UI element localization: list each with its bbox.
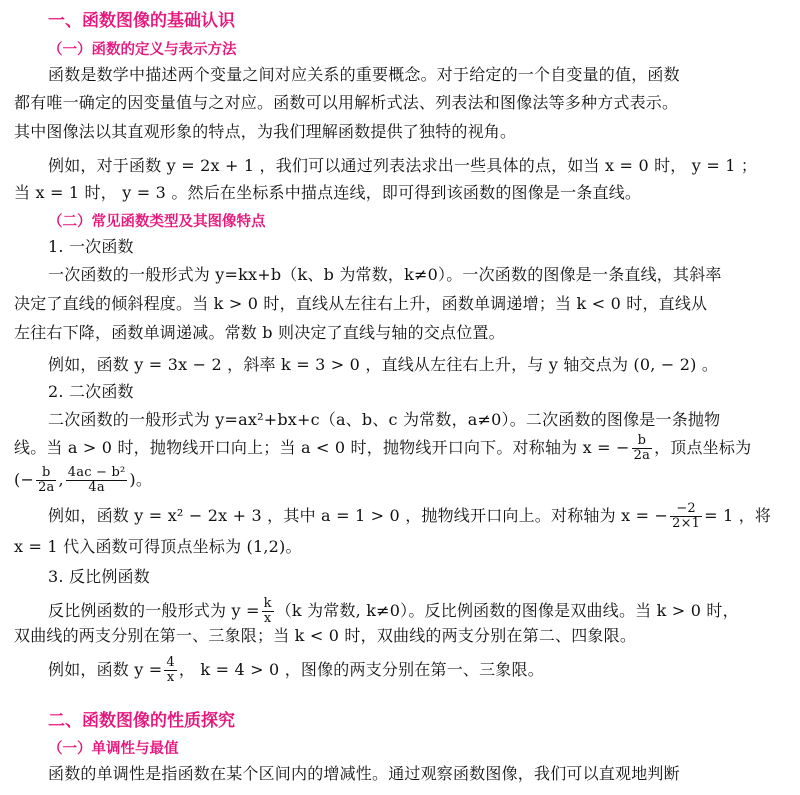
fraction-denominator: x xyxy=(166,670,175,685)
subsection-2-1-title: （一）单调性与最值 xyxy=(48,741,179,757)
paragraph-line: 一次函数的一般形式为 y=kx+b（k、b 为常数，k≠0）。一次函数的图像是一条直线，其斜率 xyxy=(48,265,722,284)
fraction-denominator: 2a xyxy=(633,448,651,463)
paragraph-line: 函数是数学中描述两个变量之间对应关系的重要概念。对于给定的一个自变量的值，函数 xyxy=(48,65,680,84)
inverse-example xyxy=(48,656,788,685)
paragraph-line: 双曲线的两支分别在第一、三象限；当 k < 0 时，双曲线的两支分别在第二、四象限。 xyxy=(14,626,637,645)
section-2-title: 二、函数图像的性质探究 xyxy=(48,711,235,731)
fraction-denominator: 2a xyxy=(38,480,55,495)
linear-heading: 1. 一次函数 xyxy=(48,237,134,256)
inverse-text: （k 为常数, k≠0）。反比例函数的图像是双曲线。当 k > 0 时， xyxy=(275,601,739,620)
fraction-denominator: x xyxy=(263,611,272,626)
quadratic-text: 线。当 a > 0 时，抛物线开口向上；当 a < 0 时，抛物线开口向下。对称轴为 x = − xyxy=(14,438,630,457)
paragraph-line: 函数的单调性是指函数在某个区间内的增减性。通过观察函数图像，我们可以直观地判断 xyxy=(48,764,680,783)
subsection-1-2-title: （二）常见函数类型及其图像特点 xyxy=(48,214,266,230)
paragraph-line: x = 1 代入函数可得顶点坐标为 (1,2)。 xyxy=(14,537,302,556)
fraction xyxy=(632,434,652,463)
paragraph-line: 当 x = 1 时， y = 3 。然后在坐标系中描点连线，即可得到该函数的图像是一条直线。 xyxy=(14,183,642,202)
vertex-open: (− xyxy=(14,470,35,489)
linear-example: 例如，函数 y = 3x − 2 ，斜率 k = 3 > 0 ，直线从左往右上升，与 y 轴交点为 (0, − 2) 。 xyxy=(48,355,719,374)
fraction xyxy=(36,466,56,495)
quadratic-example xyxy=(48,502,788,531)
inverse-text: 反比例函数的一般形式为 y = xyxy=(48,601,260,620)
quadratic-heading: 2. 二次函数 xyxy=(48,382,134,401)
fraction-denominator: 4a xyxy=(88,480,105,495)
fraction-numerator: 4 xyxy=(166,655,175,670)
inverse-example-text: ， k = 4 > 0 ，图像的两支分别在第一、三象限。 xyxy=(178,660,544,679)
fraction xyxy=(66,466,128,495)
fraction-numerator: 4ac − b² xyxy=(67,465,126,480)
fraction xyxy=(164,656,176,685)
quadratic-text: ，顶点坐标为 xyxy=(654,438,752,457)
paragraph-line: 决定了直线的倾斜程度。当 k > 0 时，直线从左往右上升，函数单调递增；当 k < 0 时，直线从 xyxy=(14,294,708,313)
quadratic-example-text: 例如，函数 y = x² − 2x + 3 ，其中 a = 1 > 0 ，抛物线开口向上。对称轴为 x = − xyxy=(48,506,669,525)
section-1-title: 一、函数图像的基础认识 xyxy=(48,11,235,31)
fraction-numerator: k xyxy=(263,596,272,611)
quadratic-example-text: = 1 ，将 xyxy=(704,506,772,525)
fraction xyxy=(670,502,702,531)
fraction-denominator: 2×1 xyxy=(672,516,701,531)
inverse-definition xyxy=(48,597,788,626)
paragraph-line xyxy=(14,434,788,463)
fraction-numerator: b xyxy=(36,466,56,481)
paragraph-line: 都有唯一确定的因变量值与之对应。函数可以用解析式法、列表法和图像法等多种方式表示。 xyxy=(14,93,679,112)
vertex-formula xyxy=(14,466,788,495)
paragraph-line: 左往右下降，函数单调递减。常数 b 则决定了直线与轴的交点位置。 xyxy=(14,323,505,342)
fraction-numerator: −2 xyxy=(670,502,702,517)
inverse-example-text: 例如，函数 y = xyxy=(48,660,163,679)
fraction xyxy=(262,597,274,626)
paragraph-line: 例如，对于函数 y = 2x + 1 ，我们可以通过列表法求出一些具体的点，如当 x = 0 时， y = 1 ； xyxy=(48,156,758,175)
paragraph-line: 其中图像法以其直观形象的特点，为我们理解函数提供了独特的视角。 xyxy=(14,122,517,141)
paragraph-line: 二次函数的一般形式为 y=ax²+bx+c（a、b、c 为常数，a≠0）。二次函数的图像是一条抛物 xyxy=(48,410,721,429)
vertex-close: )。 xyxy=(129,470,153,489)
vertex-separator: , xyxy=(58,470,64,489)
inverse-heading: 3. 反比例函数 xyxy=(48,567,150,586)
fraction-numerator: b xyxy=(632,434,652,449)
subsection-1-1-title: （一）函数的定义与表示方法 xyxy=(48,42,237,58)
